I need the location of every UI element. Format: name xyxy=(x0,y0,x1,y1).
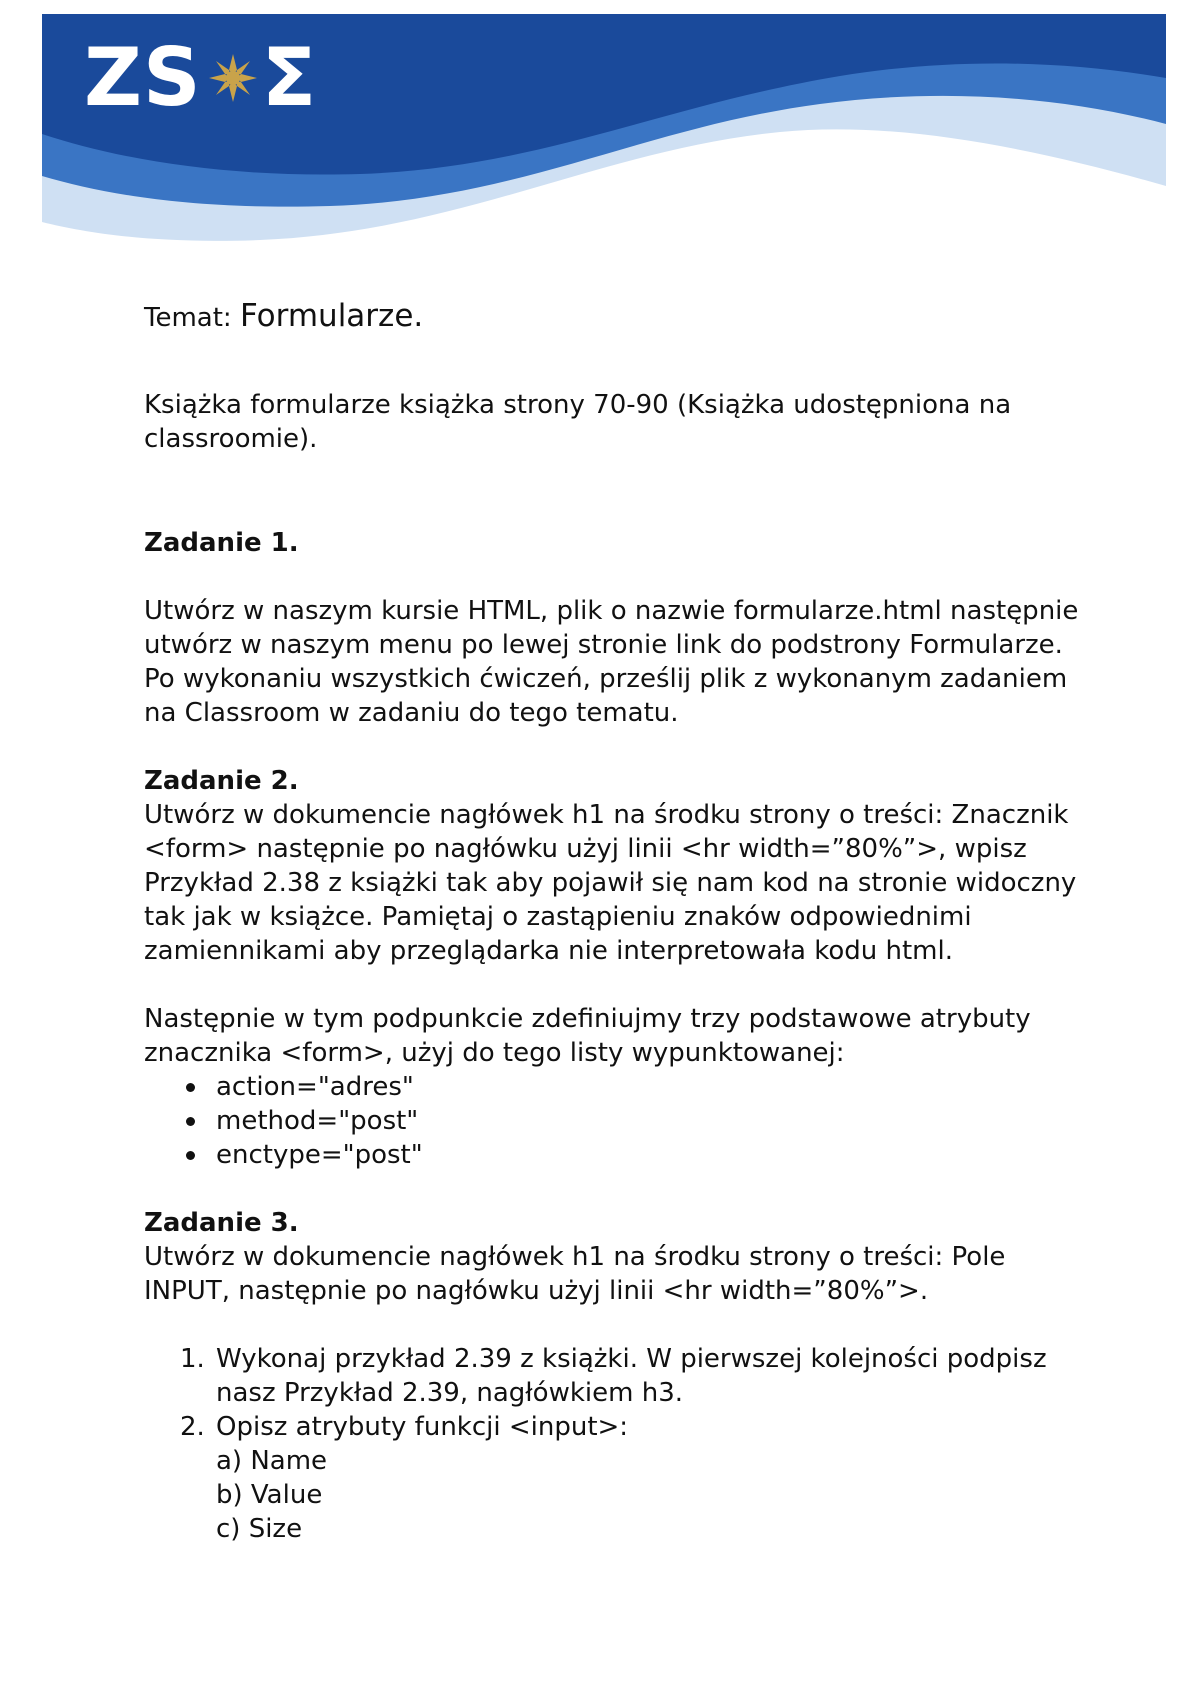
list-item xyxy=(144,1410,1084,1546)
task-1-line: na Classroom w zadaniu do tego tematu. xyxy=(144,698,679,728)
topic-title: Formularze. xyxy=(239,298,424,334)
topic-line xyxy=(144,296,1084,338)
task-1-line: Utwórz w naszym kursie HTML, plik o nazwie formularze.html następnie xyxy=(144,596,1079,626)
school-logo xyxy=(84,28,317,128)
list-item xyxy=(144,1342,1084,1410)
task-2-line: <form> następnie po nagłówku użyj linii <hr width=”80%”>, wpisz xyxy=(144,834,1027,864)
list-item: enctype="post" xyxy=(144,1138,1084,1172)
task-3-heading: Zadanie 3. xyxy=(144,1208,299,1238)
topic-label: Temat: xyxy=(144,303,232,333)
form-attributes-list xyxy=(144,1070,1084,1172)
task-2-line: Przykład 2.38 z książki tak aby pojawił się nam kod na stronie widoczny xyxy=(144,868,1077,898)
step-text: Opisz atrybuty funkcji <input>: xyxy=(216,1412,629,1442)
task-1-line: Po wykonaniu wszystkich ćwiczeń, prześlij plik z wykonanym zadaniem xyxy=(144,664,1068,694)
intro-line-1: Książka formularze książka strony 70-90 (Książka udostępniona na xyxy=(144,390,1012,420)
task-3-line: INPUT, następnie po nagłówku użyj linii <hr width=”80%”>. xyxy=(144,1276,929,1306)
logo-text-zs: ZS xyxy=(84,31,202,124)
intro-line-2: classroomie). xyxy=(144,424,318,454)
star-icon xyxy=(208,53,258,103)
task-1-heading: Zadanie 1. xyxy=(144,528,299,558)
step-number: 2. xyxy=(180,1412,205,1442)
list-item: method="post" xyxy=(144,1104,1084,1138)
step-text: Wykonaj przykład 2.39 z książki. W pierwszej kolejności podpisz xyxy=(216,1344,1047,1374)
task-3-line: Utwórz w dokumencie nagłówek h1 na środku strony o treści: Pole xyxy=(144,1242,1006,1272)
task-2-heading: Zadanie 2. xyxy=(144,766,299,796)
task-2-line: Utwórz w dokumencie nagłówek h1 na środku strony o treści: Znacznik xyxy=(144,800,1069,830)
step-number: 1. xyxy=(180,1344,205,1374)
list-item: action="adres" xyxy=(144,1070,1084,1104)
task-3-steps-list xyxy=(144,1342,1084,1546)
document-body xyxy=(144,296,1084,1546)
list-item: b) Value xyxy=(216,1480,323,1510)
list-item: c) Size xyxy=(216,1514,303,1544)
header-banner xyxy=(0,0,1200,260)
input-attributes-list xyxy=(216,1444,1084,1546)
task-2-followup-line: znacznika <form>, użyj do tego listy wypunktowanej: xyxy=(144,1038,845,1068)
step-text: nasz Przykład 2.39, nagłówkiem h3. xyxy=(216,1378,684,1408)
task-2-followup-line: Następnie w tym podpunkcie zdefiniujmy trzy podstawowe atrybuty xyxy=(144,1004,1031,1034)
task-2-line: tak jak w książce. Pamiętaj o zastąpieniu znaków odpowiednimi xyxy=(144,902,972,932)
logo-text-sigma: Σ xyxy=(261,31,318,124)
task-2-line: zamiennikami aby przeglądarka nie interpretowała kodu html. xyxy=(144,936,953,966)
task-1-line: utwórz w naszym menu po lewej stronie link do podstrony Formularze. xyxy=(144,630,1063,660)
list-item: a) Name xyxy=(216,1446,328,1476)
